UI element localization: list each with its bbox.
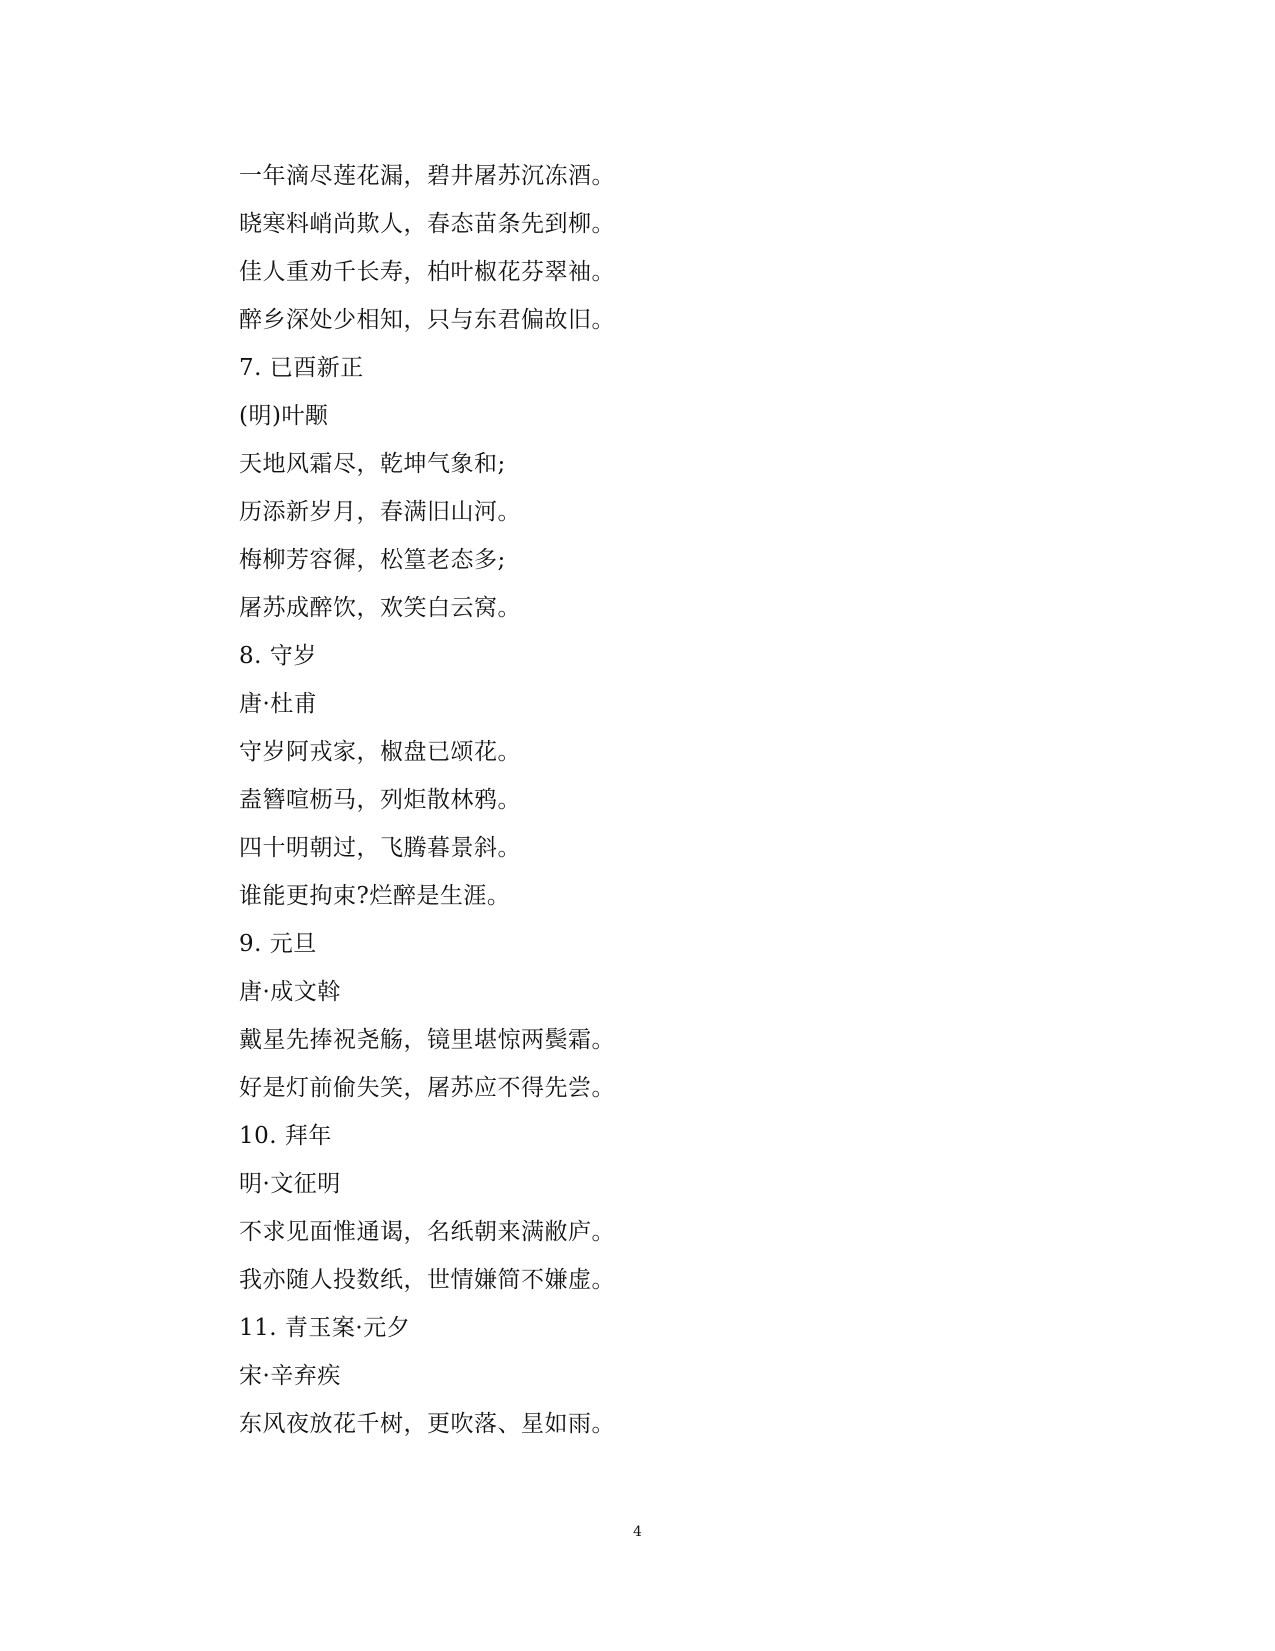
- poem-line: 梅柳芳容徲，松篁老态多;: [239, 547, 506, 573]
- poem-line: 天地风霜尽，乾坤气象和;: [239, 451, 506, 477]
- poem-line: 醉乡深处少相知，只与东君偏故旧。: [239, 307, 615, 333]
- poem-line: 佳人重劝千长寿，柏叶椒花芬翠袖。: [239, 259, 615, 285]
- page-number: 4: [633, 1524, 642, 1540]
- poem-line: 戴星先捧祝尧觞，镜里堪惊两鬓霜。: [239, 1027, 615, 1053]
- poem-author: (明)叶颙: [239, 403, 329, 429]
- poem-title: 10. 拜年: [239, 1123, 332, 1149]
- poem-title: 7. 已酉新正: [239, 355, 364, 381]
- poem-title: 9. 元旦: [239, 931, 317, 957]
- poem-line: 好是灯前偷失笑，屠苏应不得先尝。: [239, 1075, 615, 1101]
- poem-line: 屠苏成醉饮，欢笑白云窝。: [239, 595, 521, 621]
- poem-line: 守岁阿戎家，椒盘已颂花。: [239, 739, 521, 765]
- poem-line: 不求见面惟通谒，名纸朝来满敝庐。: [239, 1219, 615, 1245]
- poem-author: 明·文征明: [239, 1171, 341, 1197]
- page-body: [239, 152, 1139, 1448]
- poem-line: 一年滴尽莲花漏，碧井屠苏沉冻酒。: [239, 163, 615, 189]
- poem-line: 我亦随人投数纸，世情嫌简不嫌虚。: [239, 1267, 615, 1293]
- poem-author: 唐·成文斡: [239, 979, 341, 1005]
- poem-line: 四十明朝过，飞腾暮景斜。: [239, 835, 521, 861]
- poem-line: 历添新岁月，春满旧山河。: [239, 499, 521, 525]
- poem-title: 8. 守岁: [239, 643, 317, 669]
- poem-author: 宋·辛弃疾: [239, 1363, 341, 1389]
- poem-line: 盍簪喧枥马，列炬散林鸦。: [239, 787, 521, 813]
- poem-line: 谁能更拘束?烂醉是生涯。: [239, 883, 511, 909]
- poem-line: 东风夜放花千树，更吹落、星如雨。: [239, 1411, 615, 1437]
- poem-line: 晓寒料峭尚欺人，春态苗条先到柳。: [239, 211, 615, 237]
- poem-title: 11. 青玉案·元夕: [239, 1315, 411, 1341]
- poem-author: 唐·杜甫: [239, 691, 318, 717]
